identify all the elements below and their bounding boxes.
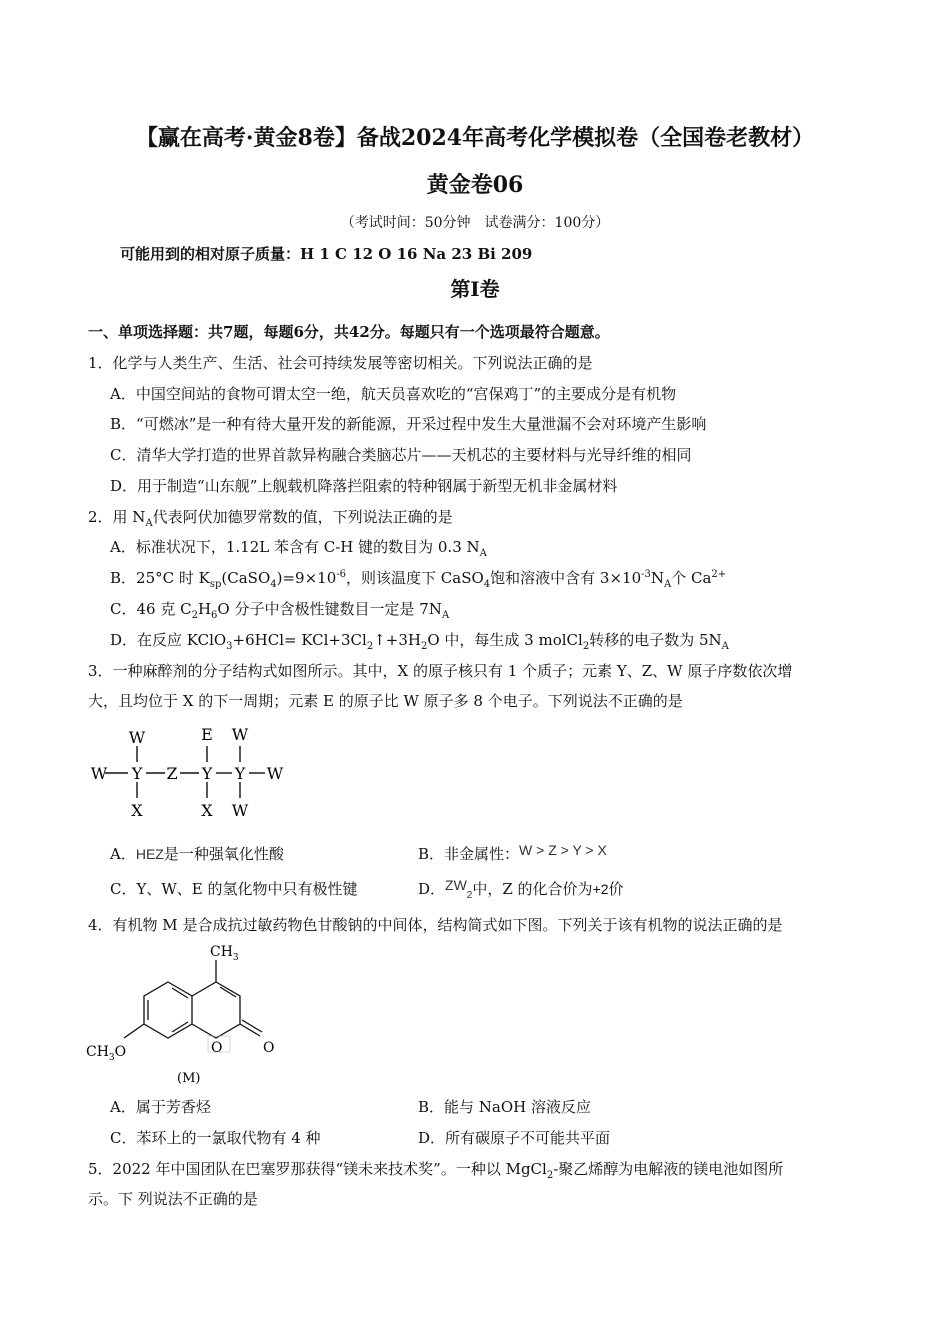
question-1-stem: 1．化学与人类生产、生活、社会可持续发展等密切相关。下列说法正确的是	[88, 354, 593, 372]
atom-w-left: W	[90, 764, 108, 783]
question-3-option-b	[418, 844, 607, 864]
q3a-text: A．	[110, 845, 136, 863]
atom-x-bottom: X	[201, 801, 213, 820]
q2d-text: +6HCl= KCl+3Cl	[232, 631, 367, 649]
atom-w-top: W	[128, 728, 146, 747]
q2b-text: N	[650, 569, 664, 587]
q2a-text: A．标准状况下，1.12L 苯含有 C-H 键的数目为 0.3 N	[110, 538, 480, 556]
q3d-text: 价	[608, 880, 624, 898]
q2d-text: 转移的电子数为 5N	[589, 631, 722, 649]
q3a-text: 是一种强氧化性酸	[163, 845, 284, 863]
question-3-option-d	[418, 879, 624, 899]
q2b-sup: -3	[641, 569, 651, 580]
ring-oxygen-label: O	[211, 1040, 223, 1056]
q3b-text: B．非金属性：	[418, 845, 520, 863]
q3d-text: D．	[418, 880, 446, 898]
q2d-text: O 中，每生成 3 molCl	[427, 631, 583, 649]
q2b-text: B．25°C 时 K	[110, 569, 210, 587]
q2c-sub: A	[441, 610, 450, 621]
question-1-option-b: B．“可燃冰”是一种有待大量开发的新能源，开采过程中发生大量泄漏不会对环境产生影响	[110, 415, 707, 433]
atom-x-bottom: X	[131, 801, 143, 820]
q2b-sub: sp	[209, 579, 222, 590]
section-heading: 一、单项选择题：共7题，每题6分，共42分。每题只有一个选项最符合题意。	[88, 323, 610, 341]
atom-y: Y	[201, 764, 213, 783]
q2b-text: 饱和溶液中含有 3×10	[490, 569, 642, 587]
question-2-option-b	[110, 568, 726, 588]
q2c-sub: 2	[191, 610, 198, 621]
atom-w-right: W	[266, 764, 284, 783]
q2-stem-part: 2．用 N	[88, 508, 146, 526]
structural-formula	[85, 720, 295, 825]
q2c-text: O 分子中含极性键数目一定是 7N	[217, 600, 442, 618]
q2b-text: 个 Ca	[671, 569, 712, 587]
atom-e-top: E	[201, 725, 213, 744]
question-5-stem-line2: 示。下 列说法不正确的是	[88, 1190, 258, 1208]
question-4-option-d: D．所有碳原子不可能共平面	[418, 1129, 611, 1147]
q2b-sup: 2+	[711, 569, 727, 580]
q3d-text: 中，Z 的化合价为	[472, 880, 593, 898]
question-2-stem	[88, 507, 453, 527]
q2d-sub: 3	[226, 641, 233, 652]
exam-title: 【赢在高考·黄金8卷】备战2024年高考化学模拟卷（全国卷老教材）	[135, 125, 815, 151]
coumarin-structure	[80, 940, 290, 1090]
q3d-formula: ZW	[445, 877, 467, 893]
q3d-valence: +2	[592, 881, 609, 897]
q2b-sup: -6	[336, 569, 346, 580]
q2c-sub: 6	[211, 610, 218, 621]
q3b-formula: W > Z > Y > X	[519, 842, 607, 858]
carbonyl-oxygen-label: O	[263, 1040, 275, 1056]
exam-info: （考试时间：50分钟 试卷满分：100分）	[340, 215, 610, 231]
q2d-sub: 2	[420, 641, 428, 652]
question-3-stem-line1: 3．一种麻醉剂的分子结构式如图所示。其中，X 的原子核只有 1 个质子；元素 Y、Z、W 原子序数依次增	[88, 662, 793, 680]
question-1-option-a: A．中国空间站的食物可谓太空一绝，航天员喜欢吃的“宫保鸡丁”的主要成分是有机物	[110, 385, 677, 403]
atom-w-top: W	[231, 725, 249, 744]
question-3-option-c: C．Y、W、E 的氢化物中只有极性键	[110, 880, 358, 898]
q3a-formula: HEZ	[135, 846, 164, 862]
atom-z: Z	[166, 764, 178, 783]
question-1-option-c: C．清华大学打造的世界首款异构融合类脑芯片——天机芯的主要材料与光导纤维的相同	[110, 446, 692, 464]
question-4-option-c: C．苯环上的一氯取代物有 4 种	[110, 1129, 321, 1147]
question-3-stem-line2: 大，且均位于 X 的下一周期；元素 E 的原子比 W 原子多 8 个电子。下列说法不正确的是	[88, 692, 683, 710]
q2b-text: (CaSO	[221, 569, 271, 587]
methoxy-label: $CH_3O$	[86, 1044, 127, 1063]
atom-w-bottom: W	[231, 801, 249, 820]
q5-text: -聚乙烯醇为电解液的镁电池如图所	[553, 1160, 784, 1178]
q2d-text: ↑+3H	[373, 631, 421, 649]
q5-sub: 2	[546, 1170, 554, 1181]
question-4-option-b: B．能与 NaOH 溶液反应	[418, 1098, 592, 1116]
question-1-option-d: D．用于制造“山东舰”上舰载机降落拦阻索的特种钢属于新型无机非金属材料	[110, 477, 618, 495]
exam-subtitle: 黄金卷06	[426, 172, 524, 198]
q2c-text: C．46 克 C	[110, 600, 192, 618]
q2b-text: ，则该温度下 CaSO	[346, 569, 484, 587]
question-4-option-a: A．属于芳香烃	[110, 1098, 211, 1116]
atom-y: Y	[131, 764, 143, 783]
question-3-option-a	[110, 844, 284, 864]
q3d-formula-sub: 2	[466, 890, 473, 901]
q2b-sub: 4	[483, 579, 491, 590]
q2-stem-part: 代表阿伏加德罗常数的值，下列说法正确的是	[152, 508, 453, 526]
atomic-mass-line: 可能用到的相对原子质量：H 1 C 12 O 16 Na 23 Bi 209	[120, 245, 533, 263]
methyl-label: $CH_3$	[210, 944, 239, 963]
q2a-sub: A	[479, 548, 487, 559]
q2-stem-sub: A	[145, 518, 153, 529]
compound-label: (M)	[177, 1071, 201, 1086]
question-2-option-a	[110, 537, 487, 557]
q2c-text: H	[197, 600, 212, 618]
q2d-sub: 2	[582, 641, 590, 652]
volume-heading: 第Ⅰ卷	[450, 277, 500, 301]
question-2-option-d	[110, 630, 729, 650]
q5-text: 5．2022 年中国团队在巴塞罗那获得“镁未来技术奖”。一种以 MgCl	[88, 1160, 547, 1178]
q2b-text: )=9×10	[276, 569, 337, 587]
q2b-sub: 4	[270, 579, 277, 590]
question-2-option-c	[110, 599, 449, 619]
question-4-stem: 4．有机物 M 是合成抗过敏药物色甘酸钠的中间体，结构简式如下图。下列关于该有机物的说法正确的是	[88, 916, 783, 934]
q2d-text: D．在反应 KClO	[110, 631, 227, 649]
question-5-stem-line1	[88, 1159, 783, 1179]
q2d-sub: 2	[366, 641, 374, 652]
atom-y: Y	[234, 764, 246, 783]
q2d-sub: A	[721, 641, 729, 652]
q2b-sub: A	[663, 579, 672, 590]
